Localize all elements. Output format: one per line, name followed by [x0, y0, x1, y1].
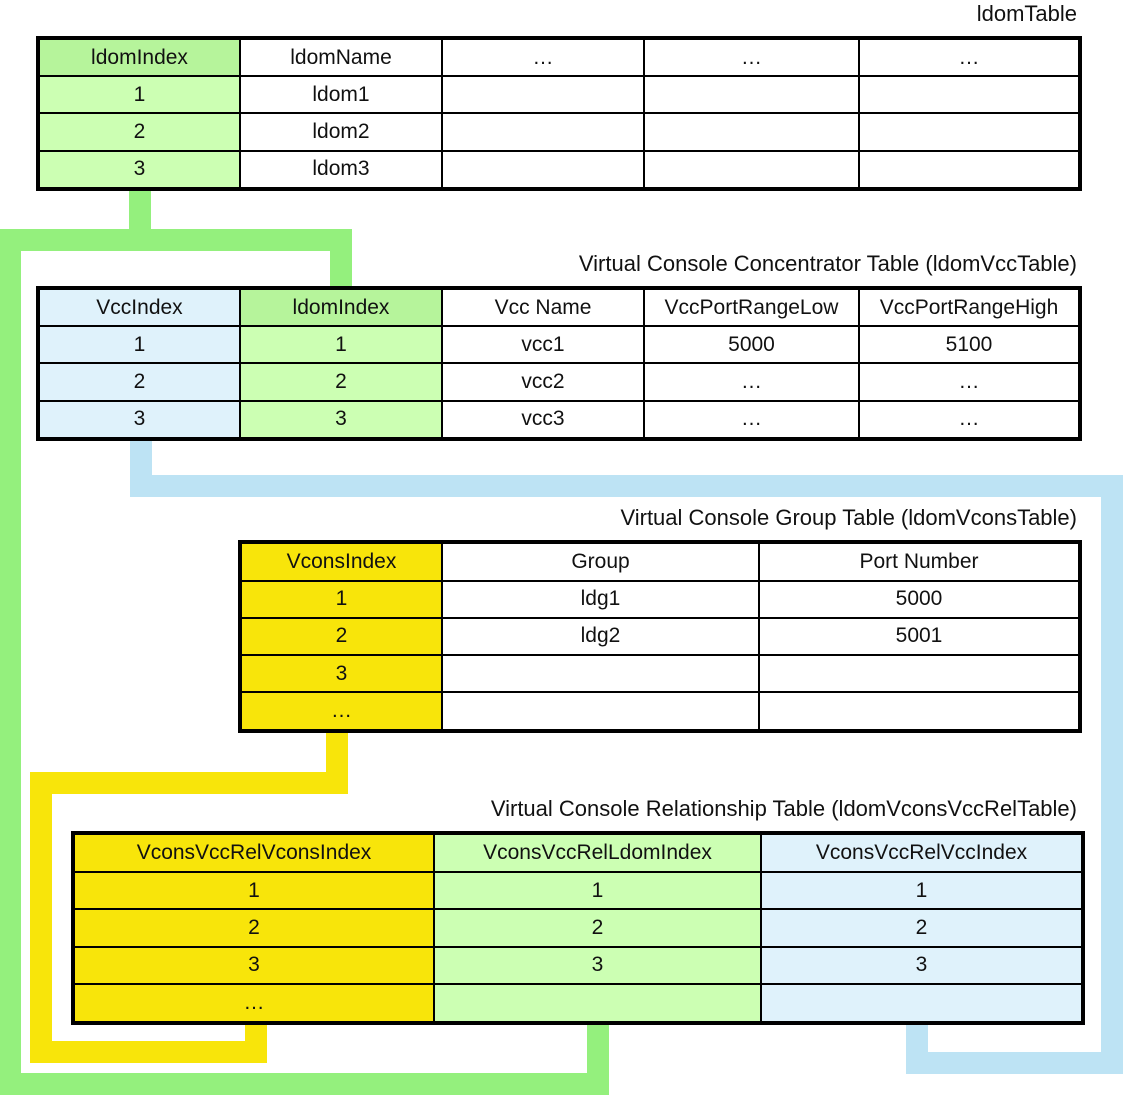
table-cell — [644, 113, 859, 150]
vcons-table — [238, 540, 1082, 733]
table-cell — [859, 76, 1080, 113]
table-cell: 1 — [38, 76, 240, 113]
column-header: VconsVccRelVccIndex — [761, 833, 1083, 872]
table-cell: 1 — [240, 581, 442, 618]
table-cell: vcc1 — [442, 326, 644, 363]
table-cell: ldg1 — [442, 581, 759, 618]
table-cell: 3 — [38, 151, 240, 189]
table-cell: 5000 — [759, 581, 1080, 618]
table-row — [38, 113, 1080, 150]
column-header: Vcc Name — [442, 288, 644, 326]
table-cell: 2 — [761, 909, 1083, 946]
table-cell — [644, 76, 859, 113]
column-header: ldomIndex — [38, 38, 240, 76]
column-header: VccPortRangeLow — [644, 288, 859, 326]
table-row — [240, 655, 1080, 692]
table-cell: … — [73, 984, 434, 1023]
table-row — [73, 909, 1083, 946]
table-header-row — [240, 542, 1080, 581]
table-row — [38, 76, 1080, 113]
table-cell: 1 — [761, 872, 1083, 909]
column-header: VconsIndex — [240, 542, 442, 581]
table-cell: 2 — [434, 909, 761, 946]
table-cell: … — [644, 363, 859, 400]
table-row — [38, 326, 1080, 363]
column-header: … — [442, 38, 644, 76]
table-row — [240, 618, 1080, 655]
ldom-table — [36, 36, 1082, 191]
table-cell: 1 — [38, 326, 240, 363]
table-cell — [442, 76, 644, 113]
vcons-table-title: Virtual Console Group Table (ldomVconsTable) — [620, 505, 1077, 530]
vcc-table-title: Virtual Console Concentrator Table (ldomVccTable) — [578, 251, 1077, 276]
table-cell: 3 — [240, 401, 442, 439]
table-cell: 5000 — [644, 326, 859, 363]
table-cell: ldg2 — [442, 618, 759, 655]
column-header: … — [859, 38, 1080, 76]
table-row — [73, 872, 1083, 909]
table-row — [38, 151, 1080, 189]
column-header: … — [644, 38, 859, 76]
table-cell: 2 — [38, 113, 240, 150]
table-cell: 2 — [240, 363, 442, 400]
table-cell: 1 — [240, 326, 442, 363]
table-cell: 5001 — [759, 618, 1080, 655]
table-cell — [759, 692, 1080, 731]
column-header: VconsVccRelVconsIndex — [73, 833, 434, 872]
green-connector-inner — [140, 240, 341, 290]
table-row — [240, 692, 1080, 731]
table-header-row — [73, 833, 1083, 872]
table-cell — [434, 984, 761, 1023]
table-cell: 1 — [434, 872, 761, 909]
table-cell: … — [644, 401, 859, 439]
column-header: VconsVccRelLdomIndex — [434, 833, 761, 872]
rel-table — [71, 831, 1085, 1025]
table-cell — [442, 692, 759, 731]
table-cell — [859, 113, 1080, 150]
table-cell: 3 — [761, 947, 1083, 984]
table-cell: vcc2 — [442, 363, 644, 400]
vcc-table — [36, 286, 1082, 441]
table-header-row — [38, 38, 1080, 76]
table-cell — [644, 151, 859, 189]
table-cell: 3 — [434, 947, 761, 984]
table-cell: 3 — [240, 655, 442, 692]
table-row — [38, 363, 1080, 400]
table-header-row — [38, 288, 1080, 326]
table-row — [240, 581, 1080, 618]
table-cell: ldom2 — [240, 113, 442, 150]
table-cell: vcc3 — [442, 401, 644, 439]
table-cell — [442, 113, 644, 150]
table-cell — [759, 655, 1080, 692]
table-cell: 3 — [38, 401, 240, 439]
table-cell: … — [859, 363, 1080, 400]
table-cell: … — [859, 401, 1080, 439]
table-cell: ldom1 — [240, 76, 442, 113]
ldom-table-title: ldomTable — [976, 1, 1077, 26]
column-header: Group — [442, 542, 759, 581]
table-cell: 3 — [73, 947, 434, 984]
table-cell: 2 — [38, 363, 240, 400]
table-cell: 2 — [73, 909, 434, 946]
table-cell — [442, 655, 759, 692]
rel-table-title: Virtual Console Relationship Table (ldomVconsVccRelTable) — [490, 796, 1077, 821]
table-row — [73, 947, 1083, 984]
table-cell: 5100 — [859, 326, 1080, 363]
table-cell: 1 — [73, 872, 434, 909]
column-header: VccIndex — [38, 288, 240, 326]
table-cell — [442, 151, 644, 189]
table-cell: … — [240, 692, 442, 731]
column-header: VccPortRangeHigh — [859, 288, 1080, 326]
table-cell: 2 — [240, 618, 442, 655]
table-cell: ldom3 — [240, 151, 442, 189]
table-row — [38, 401, 1080, 439]
column-header: ldomIndex — [240, 288, 442, 326]
column-header: Port Number — [759, 542, 1080, 581]
table-cell — [859, 151, 1080, 189]
table-row — [73, 984, 1083, 1023]
column-header: ldomName — [240, 38, 442, 76]
table-cell — [761, 984, 1083, 1023]
